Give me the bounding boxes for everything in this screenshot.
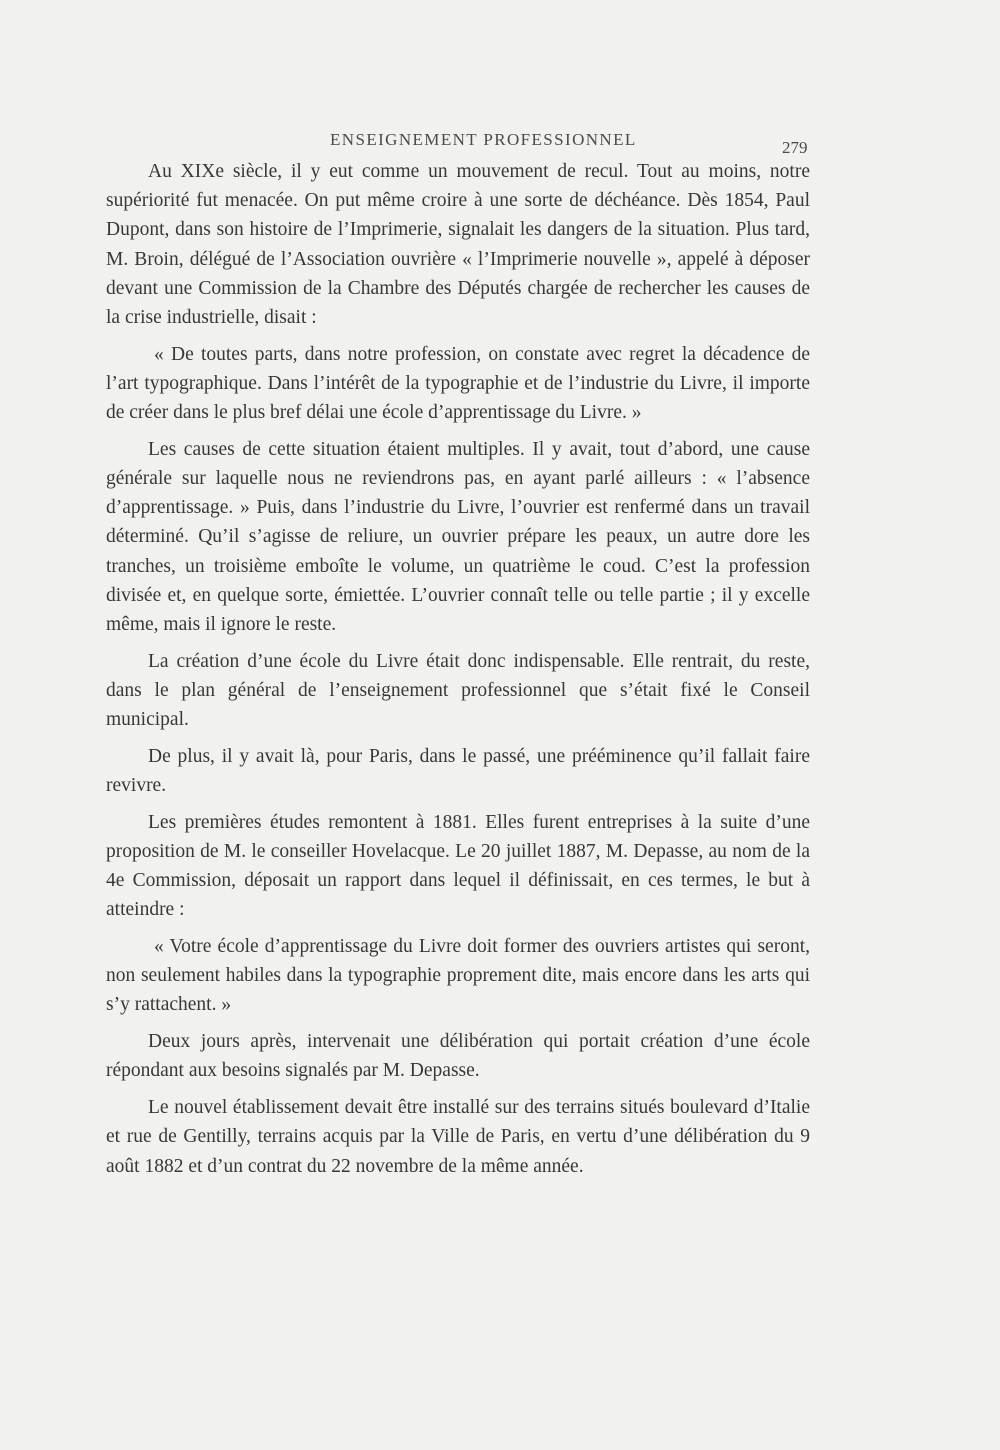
page-number: 279 [782, 138, 808, 157]
paragraph: De plus, il y avait là, pour Paris, dans le passé, une prééminence qu’il fallait faire revivre. [106, 745, 810, 797]
paragraph: Les premières études remontent à 1881. Elles furent entreprises à la suite d’une proposition de M. le conseiller Hovelacque. Le 20 juillet 1887, M. Depasse, au nom de la 4e Commission, déposait un rapport dans lequel il définissait, en ces termes, le but à atteindre : [106, 811, 810, 921]
paragraph: Deux jours après, intervenait une délibération qui portait création d’une école répondant aux besoins signalés par M. Depasse. [106, 1031, 810, 1082]
paragraph: Le nouvel établissement devait être installé sur des terrains situés boulevard d’Italie et rue de Gentilly, terrains acquis par la Ville de Paris, en vertu d’une délibération du 9 août 1882 et d’un contrat du 22 novembre de la même année. [106, 1097, 810, 1177]
quotation-paragraph: « De toutes parts, dans notre profession, on constate avec regret la décadence de l’art typographique. Dans l’intérêt de la typographie et de l’industrie du Livre, il importe de créer dans le plus bref délai une école d’apprentissage du Livre. » [106, 343, 810, 424]
quotation-paragraph: « Votre école d’apprentissage du Livre doit former des ouvriers artistes qui seront, non seulement habiles dans la typographie proprement dite, mais encore dans les arts qui s’y rattachent. » [106, 936, 810, 1016]
paragraph: Les causes de cette situation étaient multiples. Il y avait, tout d’abord, une cause générale sur laquelle nous ne reviendrons pas, en ayant parlé ailleurs : « l’absence d’apprentissage. » Puis, dans l’industrie du Livre, l’ouvrier est renfermé dans un travail déterminé. Qu’il s’agisse de reliure, un ouvrier prépare les peaux, un autre dore les tranches, un troisième emboîte le volume, un quatrième le coud. C’est la profession divisée et, en quelque sorte, émiettée. L’ouvrier connaît telle ou telle partie ; il y excelle même, mais il ignore le reste. [106, 438, 810, 636]
paragraph: Au XIXe siècle, il y eut comme un mouvement de recul. Tout au moins, notre supériorité fut menacée. On put même croire à une sorte de déchéance. Dès 1854, Paul Dupont, dans son histoire de l’Imprimerie, signalait les dangers de la situation. Plus tard, M. Broin, délégué de l’Association ouvrière « l’Imprimerie nouvelle », appelé à déposer devant une Commission de la Chambre des Députés chargée de rechercher les causes de la crise industrielle, disait : [106, 161, 810, 329]
running-title: ENSEIGNEMENT PROFESSIONNEL [330, 130, 637, 149]
body-text [106, 157, 810, 1181]
paragraph: La création d’une école du Livre était donc indispensable. Elle rentrait, du reste, dans le plan général de l’enseignement professionnel que s’était fixé le Conseil municipal. [106, 650, 810, 731]
